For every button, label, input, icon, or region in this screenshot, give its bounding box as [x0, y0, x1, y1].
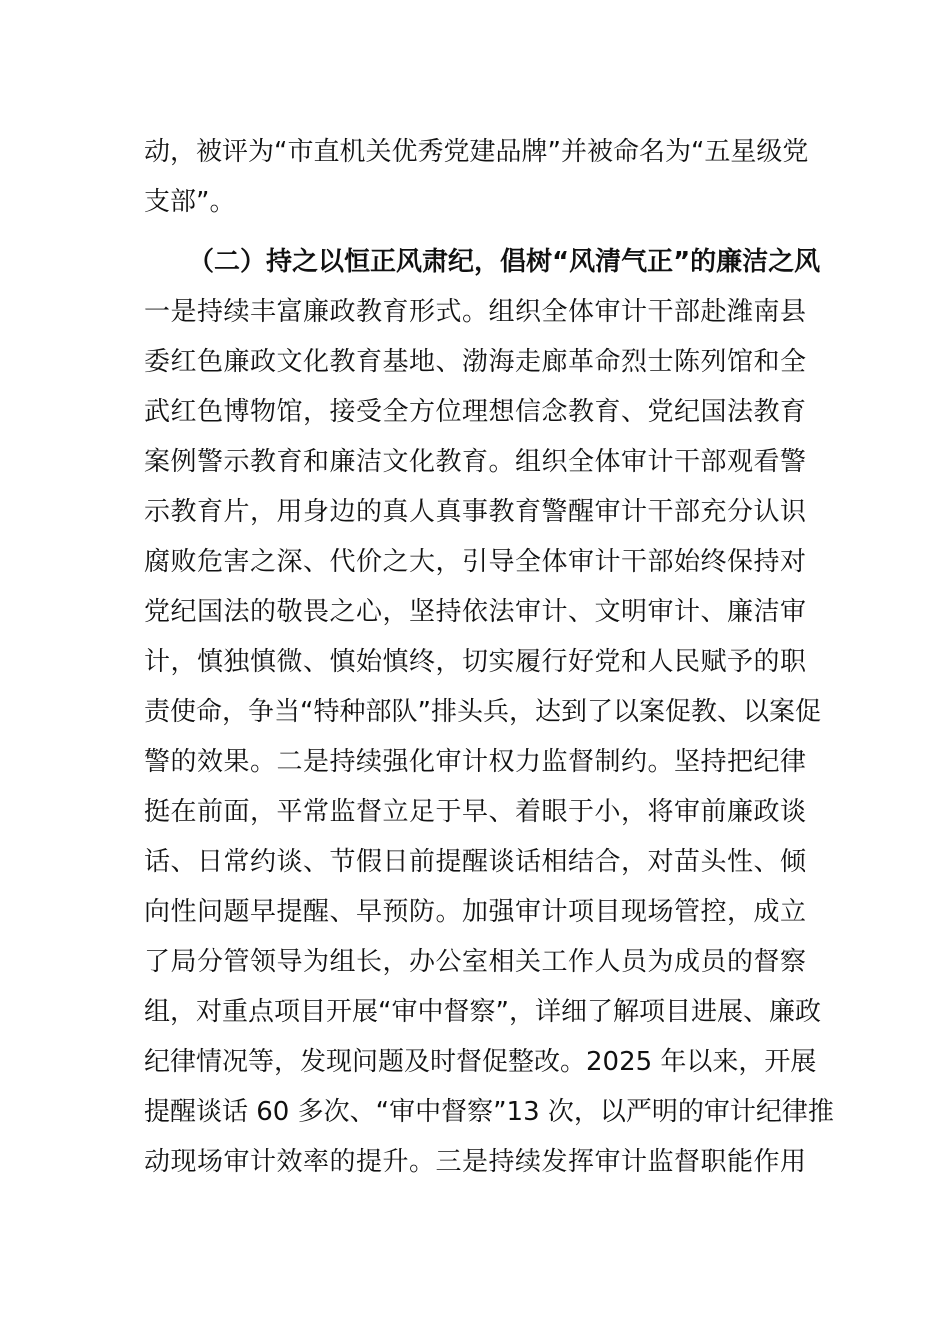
body-text-line: 一是持续丰富廉政教育形式。组织全体审计干部赴潍南县 [144, 297, 806, 327]
body-text-line: 挺在前面，平常监督立足于早、着眼于小，将审前廉政谈 [144, 797, 806, 827]
section-heading: （二）持之以恒正风肃纪，倡树“风清气正”的廉洁之风 [188, 247, 821, 277]
body-text-line: 案例警示教育和廉洁文化教育。组织全体审计干部观看警 [144, 447, 806, 477]
body-text-line: 组，对重点项目开展“审中督察”，详细了解项目进展、廉政 [144, 997, 821, 1027]
body-text-line: 纪律情况等，发现问题及时督促整改。2025 年以来，开展 [144, 1047, 817, 1077]
body-text-line: 责使命，争当“特种部队”排头兵，达到了以案促教、以案促 [144, 697, 821, 727]
body-text-line: 提醒谈话 60 多次、“审中督察”13 次，以严明的审计纪律推 [144, 1097, 834, 1127]
body-text-line: 警的效果。二是持续强化审计权力监督制约。坚持把纪律 [144, 747, 806, 777]
body-text-line: 向性问题早提醒、早预防。加强审计项目现场管控，成立 [144, 897, 806, 927]
body-text-line: 腐败危害之深、代价之大，引导全体审计干部始终保持对 [144, 547, 806, 577]
body-text-line: 计，慎独慎微、慎始慎终，切实履行好党和人民赋予的职 [144, 647, 806, 677]
body-text-line: 动，被评为“市直机关优秀党建品牌”并被命名为“五星级党 [144, 137, 809, 167]
body-text-line: 党纪国法的敬畏之心，坚持依法审计、文明审计、廉洁审 [144, 597, 806, 627]
body-text-line: 示教育片，用身边的真人真事教育警醒审计干部充分认识 [144, 497, 806, 527]
body-text-line: 武红色博物馆，接受全方位理想信念教育、党纪国法教育 [144, 397, 806, 427]
body-text-line: 了局分管领导为组长，办公室相关工作人员为成员的督察 [144, 947, 806, 977]
body-text-line: 话、日常约谈、节假日前提醒谈话相结合，对苗头性、倾 [144, 847, 806, 877]
body-text-line: 支部”。 [144, 187, 236, 217]
body-text-line: 动现场审计效率的提升。三是持续发挥审计监督职能作用 [144, 1147, 806, 1177]
body-text-line: 委红色廉政文化教育基地、渤海走廊革命烈士陈列馆和全 [144, 347, 806, 377]
